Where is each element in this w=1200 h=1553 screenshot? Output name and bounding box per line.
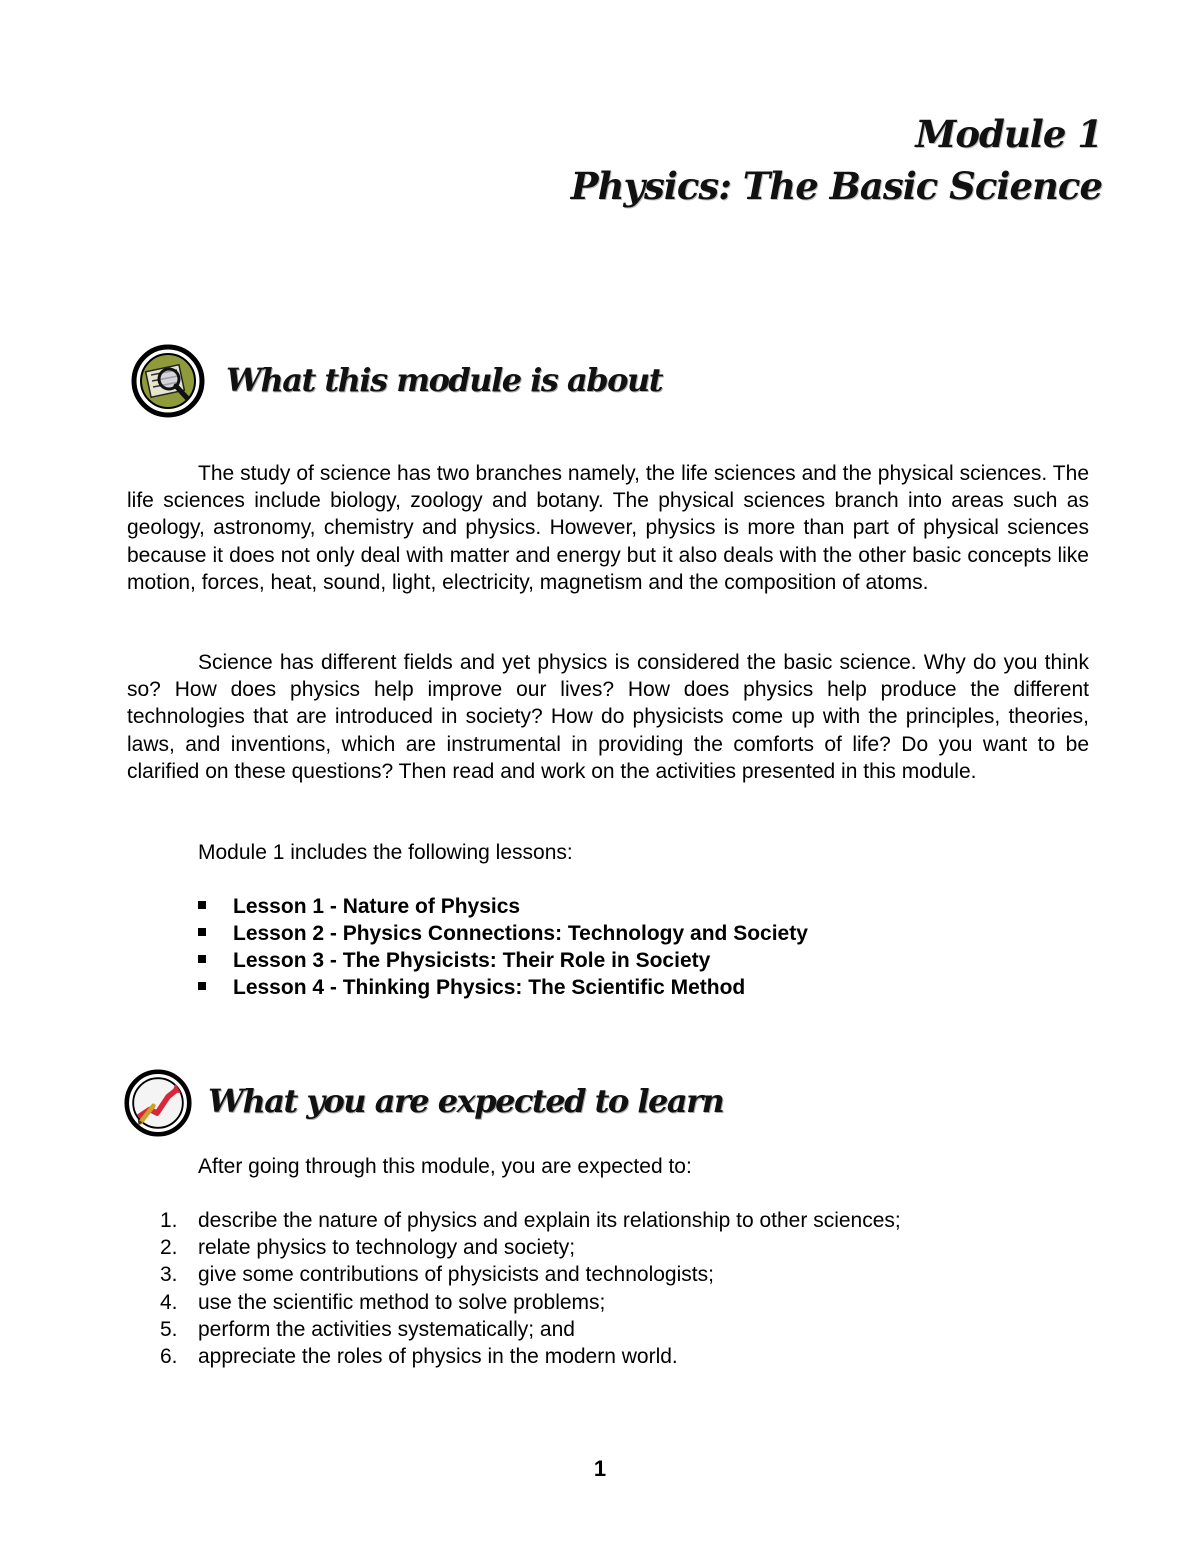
goal-text: describe the nature of physics and explain its relationship to other sciences; (198, 1209, 901, 1232)
lesson-label: Lesson 3 - The Physicists: Their Role in Society (233, 949, 711, 972)
list-number: 5. (160, 1317, 178, 1341)
goal-text: use the scientific method to solve problems; (198, 1290, 606, 1314)
goal-list (160, 1207, 901, 1370)
lesson-list (198, 893, 808, 1001)
goal-text: perform the activities systematically; and (198, 1317, 575, 1341)
about-paragraph-2: Science has different fields and yet physics is considered the basic science. Why do you think so? How does physics help improve our lives? How does physics help produce the different technologies that are introduced in society? How do physicists come up with the principles, theories, laws, and inventions, which are instrumental in providing the comforts of life? Do you want to be clarified on these questions? Then read and work on the activities presented in this module. (127, 651, 1089, 783)
magnifier-book-icon (131, 344, 205, 418)
list-item (198, 974, 808, 1001)
goal-text: appreciate the roles of physics in the modern world. (198, 1345, 678, 1369)
module-title: Module 1 (915, 112, 1102, 156)
section-heading-learn: What you are expected to learn (208, 1082, 724, 1120)
list-number: 3. (160, 1263, 178, 1287)
list-item (160, 1207, 901, 1234)
lesson-label: Lesson 4 - Thinking Physics: The Scientific Method (233, 976, 746, 999)
lessons-intro: Module 1 includes the following lessons: (198, 841, 573, 864)
bullet-icon (198, 982, 206, 990)
bullet-icon (198, 955, 206, 963)
goal-text: give some contributions of physicists and technologists; (198, 1263, 714, 1287)
list-item (160, 1343, 901, 1370)
list-number: 6. (160, 1345, 178, 1369)
list-item (160, 1234, 901, 1261)
list-item (160, 1289, 901, 1316)
list-number: 2. (160, 1236, 178, 1260)
lesson-label: Lesson 1 - Nature of Physics (233, 895, 521, 918)
list-item (198, 920, 808, 947)
list-item (198, 947, 808, 974)
list-number: 1. (160, 1209, 178, 1232)
list-item (198, 893, 808, 920)
bullet-icon (198, 928, 206, 936)
lesson-label: Lesson 2 - Physics Connections: Technology and Society (233, 922, 808, 945)
page-number: 1 (593, 1456, 607, 1481)
list-item (160, 1261, 901, 1288)
module-subtitle: Physics: The Basic Science (570, 164, 1102, 208)
list-item (160, 1316, 901, 1343)
bullet-icon (198, 901, 206, 909)
goal-text: relate physics to technology and society; (198, 1236, 576, 1260)
learn-intro: After going through this module, you are expected to: (198, 1155, 692, 1178)
list-number: 4. (160, 1290, 178, 1314)
about-paragraph-1: The study of science has two branches namely, the life sciences and the physical sciences. The life sciences include biology, zoology and botany. The physical sciences branch into areas such as geology, astronomy, chemistry and physics. However, physics is more than part of physical sciences because it does not only deal with matter and energy but it also deals with the other basic concepts like motion, forces, heat, sound, light, electricity, magnetism and the composition of atoms. (127, 462, 1089, 594)
section-heading-about: What this module is about (226, 361, 663, 399)
pencil-chart-icon (124, 1069, 192, 1137)
